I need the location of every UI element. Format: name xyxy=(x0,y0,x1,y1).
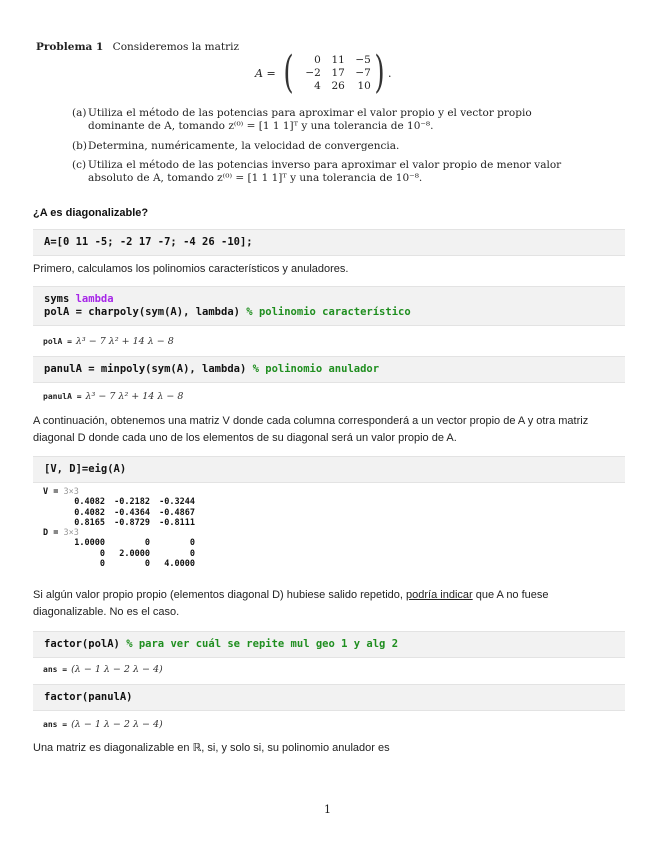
code-text: polA = charpoly(sym(A), lambda) xyxy=(44,306,247,318)
code-text: syms xyxy=(44,293,76,305)
d-row xyxy=(43,538,240,548)
eig-output xyxy=(43,487,240,569)
code-block-eig[interactable] xyxy=(33,456,625,483)
paragraph-repeat xyxy=(33,587,623,621)
code-block-charpoly[interactable] xyxy=(33,286,625,326)
text: Si algún valor propio propio (elementos diagonal D) hubiese salido repetido, xyxy=(33,589,407,601)
code-block-minpoly[interactable] xyxy=(33,356,625,383)
d-cell: 0 xyxy=(144,559,150,570)
code-line: A=[0 11 -5; -2 17 -7; -4 26 -10]; xyxy=(44,236,253,248)
v-cell: 0.4082 xyxy=(74,497,105,508)
v-label-line xyxy=(43,487,240,497)
output-pola xyxy=(43,336,174,347)
matrix-cell: 26 xyxy=(331,80,345,92)
v-cell: 0.8165 xyxy=(74,517,105,528)
matrix-cell: 17 xyxy=(331,67,345,79)
code-line: factor(panulA) xyxy=(44,691,133,703)
v-size: 3×3 xyxy=(63,487,79,497)
item-label: (a) xyxy=(72,107,87,119)
d-cell: 0 xyxy=(189,538,195,549)
output-math: (λ − 1 λ − 2 λ − 4) xyxy=(71,719,163,730)
code-comment: % polinomio característico xyxy=(246,306,411,318)
output-factor-panula xyxy=(43,719,163,730)
code-comment: % para ver cuál se repite mul geo 1 y alg 2 xyxy=(126,638,399,650)
matrix-tail: . xyxy=(388,66,392,80)
d-cell: 0 xyxy=(99,548,105,559)
output-var: panulA = xyxy=(43,392,82,401)
d-size: 3×3 xyxy=(63,528,79,539)
output-math: (λ − 1 λ − 2 λ − 4) xyxy=(71,664,163,675)
problem-item-b xyxy=(72,140,577,153)
v-cell: -0.2182 xyxy=(114,497,150,508)
d-cell: 4.0000 xyxy=(164,559,195,570)
text: que A no fuese diagonalizable. No es el caso. xyxy=(33,589,549,618)
paragraph-diagonalizable: Una matriz es diagonalizable en ℝ, si, y solo si, su polinomio anulador es xyxy=(33,742,390,754)
code-comment: % polinomio anulador xyxy=(252,363,380,375)
problem-item-a xyxy=(72,107,577,133)
v-cell: -0.3244 xyxy=(159,497,195,508)
code-block-matrix[interactable] xyxy=(33,229,625,256)
output-factor-pola xyxy=(43,664,163,675)
matrix-cell: −7 xyxy=(355,67,371,79)
underlined-text: podría indicar xyxy=(406,589,473,601)
problem-heading: Problema 1 xyxy=(36,41,104,53)
v-row xyxy=(43,508,240,518)
d-cell: 0 xyxy=(144,538,150,549)
section-heading: ¿A es diagonalizable? xyxy=(33,207,149,219)
paragraph-intro: Primero, calculamos los polinomios característicos y anuladores. xyxy=(33,263,349,275)
paragraph-eig: A continuación, obtenemos una matriz V donde cada columna corresponderá a un vector propio de A y otra matriz diagonal D donde cada uno de los elementos de su diagonal será un valor propio de A. xyxy=(33,415,589,444)
code-text: factor(polA) xyxy=(44,638,127,650)
item-text: Determina, numéricamente, la velocidad de convergencia. xyxy=(88,140,400,152)
matrix-cell: 11 xyxy=(331,54,345,66)
d-row xyxy=(43,549,240,559)
matrix-grid xyxy=(297,54,371,92)
v-cell: -0.4867 xyxy=(159,507,195,518)
output-math: λ³ − 7 λ² + 14 λ − 8 xyxy=(75,336,174,347)
code-line xyxy=(44,293,614,306)
matrix-cell: 0 xyxy=(314,54,321,66)
code-line xyxy=(44,306,614,319)
code-keyword: lambda xyxy=(75,293,114,305)
code-block-factor-pola[interactable] xyxy=(33,631,625,658)
v-cell: -0.8729 xyxy=(114,517,150,528)
item-text: Utiliza el método de las potencias inverso para aproximar el valor propio de menor valor absoluto de A, tomando z⁽⁰⁾ = [1 1 1]ᵀ y una tolerancia de 10⁻⁸. xyxy=(88,159,562,184)
matrix-cell: −5 xyxy=(355,54,371,66)
left-paren: ( xyxy=(283,47,294,98)
matrix-cell: 10 xyxy=(357,80,371,92)
d-label-line xyxy=(43,528,240,538)
v-cell: -0.4364 xyxy=(114,507,150,518)
matrix-cell: 4 xyxy=(314,80,321,92)
output-var: ans = xyxy=(43,720,68,729)
code-line: [V, D]=eig(A) xyxy=(44,463,127,475)
matrix-cell: −2 xyxy=(305,67,321,79)
item-label: (b) xyxy=(72,140,87,152)
code-block-factor-panula[interactable] xyxy=(33,684,625,711)
code-text: panulA = minpoly(sym(A), lambda) xyxy=(44,363,253,375)
matrix-lhs: A = xyxy=(255,66,276,80)
matrix-a xyxy=(255,47,392,98)
d-cell: 2.0000 xyxy=(119,548,150,559)
item-text: Utiliza el método de las potencias para aproximar el valor propio y el vector propio dominante de A, tomando z⁽⁰⁾ = [1 1 1]ᵀ y una tolerancia de 10⁻⁸. xyxy=(88,107,532,132)
item-label: (c) xyxy=(72,159,87,171)
d-row xyxy=(43,559,240,569)
output-panula xyxy=(43,391,183,402)
d-cell: 1.0000 xyxy=(74,538,105,549)
output-var: ans = xyxy=(43,665,68,674)
page-number: 1 xyxy=(324,803,331,816)
v-cell: -0.8111 xyxy=(159,517,195,528)
v-row xyxy=(43,518,240,528)
v-row xyxy=(43,497,240,507)
v-cell: 0.4082 xyxy=(74,507,105,518)
d-cell: 0 xyxy=(99,559,105,570)
output-math: λ³ − 7 λ² + 14 λ − 8 xyxy=(85,391,184,402)
d-label: D = xyxy=(43,528,59,539)
right-paren: ) xyxy=(374,47,385,98)
d-cell: 0 xyxy=(189,548,195,559)
problem-item-c xyxy=(72,159,577,185)
output-var: polA = xyxy=(43,337,72,346)
v-label: V = xyxy=(43,487,59,497)
problem-intro: Consideremos la matriz xyxy=(112,41,240,53)
problem-statement xyxy=(36,41,616,53)
